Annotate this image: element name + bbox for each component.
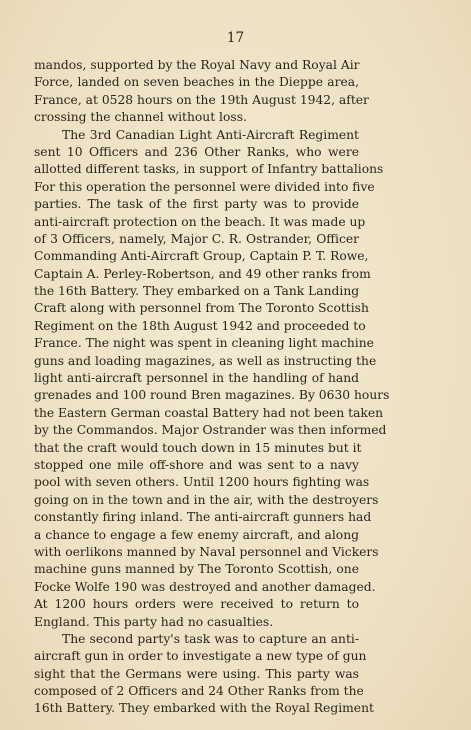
text-line: grenades and 100 round Bren magazines. By 0630 hours <box>34 388 390 403</box>
text-line: For this operation the personnel were divided into five <box>34 179 375 194</box>
text-line: England. This party had no casualties. <box>34 614 274 629</box>
text-line: guns and loading magazines, as well as instructing the <box>34 353 377 368</box>
text-line: The second party's task was to capture an anti- <box>62 631 359 646</box>
text-line: light anti-aircraft personnel in the handling of hand <box>34 371 359 386</box>
text-line: composed of 2 Officers and 24 Other Ranks from the <box>34 684 364 699</box>
text-line: constantly firing inland. The anti-aircraft gunners had <box>34 510 372 525</box>
text-line: anti-aircraft protection on the beach. It was made up <box>34 214 366 229</box>
text-line: Regiment on the 18th August 1942 and proceeded to <box>34 318 366 333</box>
text-line: Captain A. Perley-Robertson, and 49 other ranks from <box>34 266 371 281</box>
text-line: crossing the channel without loss. <box>34 110 247 125</box>
text-line: of 3 Officers, namely, Major C. R. Ostrander, Officer <box>34 231 359 246</box>
text-line: the 16th Battery. They embarked on a Tank Landing <box>34 284 360 299</box>
text-line: France, at 0528 hours on the 19th August 1942, after <box>34 92 369 107</box>
text-line: Focke Wolfe 190 was destroyed and another damaged. <box>34 579 376 594</box>
text-line: Force, landed on seven beaches in the Dieppe area, <box>34 75 359 90</box>
text-line: with oerlikons manned by Naval personnel and Vickers <box>34 544 379 559</box>
text-line: aircraft gun in order to investigate a new type of gun <box>34 649 367 664</box>
text-line: The 3rd Canadian Light Anti-Aircraft Regiment <box>62 127 359 142</box>
text-line: Commanding Anti-Aircraft Group, Captain P. T. Rowe, <box>34 249 369 264</box>
text-line: machine guns manned by The Toronto Scottish, one <box>34 562 359 577</box>
text-line: Craft along with personnel from The Toronto Scottish <box>34 301 369 316</box>
text-line: going on in the town and in the air, with the destroyers <box>34 492 379 507</box>
text-line: stopped one mile off-shore and was sent to a navy <box>34 457 359 472</box>
text-line: 16th Battery. They embarked with the Royal Regiment <box>34 701 374 716</box>
body-text <box>34 57 390 718</box>
text-line: that the craft would touch down in 15 minutes but it <box>34 440 362 455</box>
text-line: parties. The task of the first party was to provide <box>34 197 359 212</box>
page-number: 17 <box>226 30 245 46</box>
text-line: mandos, supported by the Royal Navy and Royal Air <box>34 58 360 72</box>
text-line: the Eastern German coastal Battery had not been taken <box>34 405 384 420</box>
text-line: sent 10 Officers and 236 Other Ranks, who were <box>34 144 359 159</box>
text-line: by the Commandos. Major Ostrander was then informed <box>34 423 387 438</box>
text-line: France. The night was spent in cleaning light machine <box>34 336 374 351</box>
text-line: allotted different tasks, in support of Infantry battalions <box>34 162 384 177</box>
text-line: At 1200 hours orders were received to return to <box>34 597 359 612</box>
text-line: pool with seven others. Until 1200 hours fighting was <box>34 475 370 490</box>
text-line: sight that the Germans were using. This party was <box>34 666 359 681</box>
text-line: a chance to engage a few enemy aircraft, and along <box>34 527 359 542</box>
